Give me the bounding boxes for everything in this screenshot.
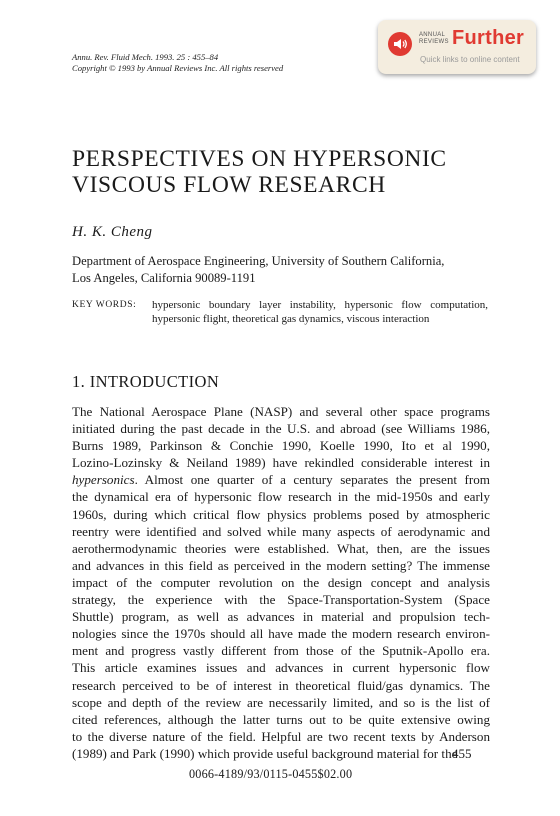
page-number: 455 <box>452 746 472 761</box>
annual-label: ANNUAL <box>419 32 446 38</box>
body-line: scope and depth of the review are necessarily limited, and so is the list of <box>72 694 490 710</box>
body-line: Shuttle) program, as well as advances in material and propulsion tech- <box>72 609 490 625</box>
affiliation-line: Los Angeles, California 90089-1191 <box>72 271 256 285</box>
body-line: strategy, the experience with the Space-Transportation-System (Space <box>72 592 490 608</box>
body-line: Burns 1989, Parkinson & Conchie 1990, Koelle 1990, Ito et al 1990, <box>72 438 490 454</box>
introduction-body <box>72 403 490 762</box>
key-words-text: hypersonic boundary layer instability, hypersonic flow computation, hypersonic flight, theoretical gas dynamics, viscous interaction <box>152 299 488 325</box>
body-line: and advances in this field as perceived in the modern setting? The immense <box>72 557 490 573</box>
body-line: 1960s, during which critical flow physics problems posed by atmospheric <box>72 506 490 522</box>
article-title <box>72 146 512 198</box>
body-line: reentry were identified and solved while many aspects of aerodynamic and <box>72 523 490 539</box>
author-name: H. K. Cheng <box>72 224 153 240</box>
body-line: cited references, although the latter turns out to be quite extensive owing <box>72 711 490 727</box>
further-tagline: Quick links to online content <box>420 55 520 64</box>
body-line: aerothermodynamic theories were established. What, then, are the issues <box>72 540 490 556</box>
body-line: Lozino-Lozinsky & Neiland 1989) have rekindled considerable interest in <box>72 455 490 471</box>
body-line: hypersonics. Almost one quarter of a century separates the present from <box>72 472 490 488</box>
body-line: nologies since the 1970s should all have made the modern research environ- <box>72 626 490 642</box>
affiliation-line: Department of Aerospace Engineering, University of Southern California, <box>72 254 445 268</box>
author-affiliation <box>72 253 492 287</box>
body-line: to the diverse nature of the field. Helpful are two recent texts by Anderson <box>72 728 490 744</box>
body-line: (1989) and Park (1990) which provide useful background material for the <box>72 745 458 761</box>
body-line: ment and progress vastly different from those of the Sputnik-Apollo era. <box>72 643 490 659</box>
section-heading: 1. INTRODUCTION <box>72 372 220 391</box>
body-line: the dynamical era of hypersonic flow research in the mid-1950s and early <box>72 489 490 505</box>
title-line: PERSPECTIVES ON HYPERSONIC <box>72 146 447 172</box>
speaker-icon <box>388 32 412 56</box>
body-line: impact of the computer revolution on the design concept and analysis <box>72 574 490 590</box>
further-reading-badge[interactable] <box>378 20 536 74</box>
reviews-label: REVIEWS <box>419 39 449 45</box>
title-line: VISCOUS FLOW RESEARCH <box>72 172 386 198</box>
further-label: Further <box>452 27 525 49</box>
citation-journal: Annu. Rev. Fluid Mech. 1993. 25 : 455–84 <box>72 52 219 62</box>
citation-copyright: Copyright © 1993 by Annual Reviews Inc. All rights reserved <box>72 63 284 73</box>
annual-reviews-wordmark <box>419 32 449 46</box>
price-code: 0066-4189/93/0115-0455$02.00 <box>189 767 353 781</box>
body-line: The National Aerospace Plane (NASP) and several other space programs <box>72 404 490 419</box>
key-words-label: KEY WORDS: <box>72 300 137 310</box>
body-line: research perceived to be of interest in theoretical fluid/gas dynamics. The <box>72 677 490 693</box>
body-line: This article examines issues and advances in current hypersonic flow <box>72 660 490 676</box>
body-line: initiated during the past decade in the U.S. and abroad (see Williams 1986, <box>72 421 490 437</box>
header-citation <box>72 52 283 74</box>
